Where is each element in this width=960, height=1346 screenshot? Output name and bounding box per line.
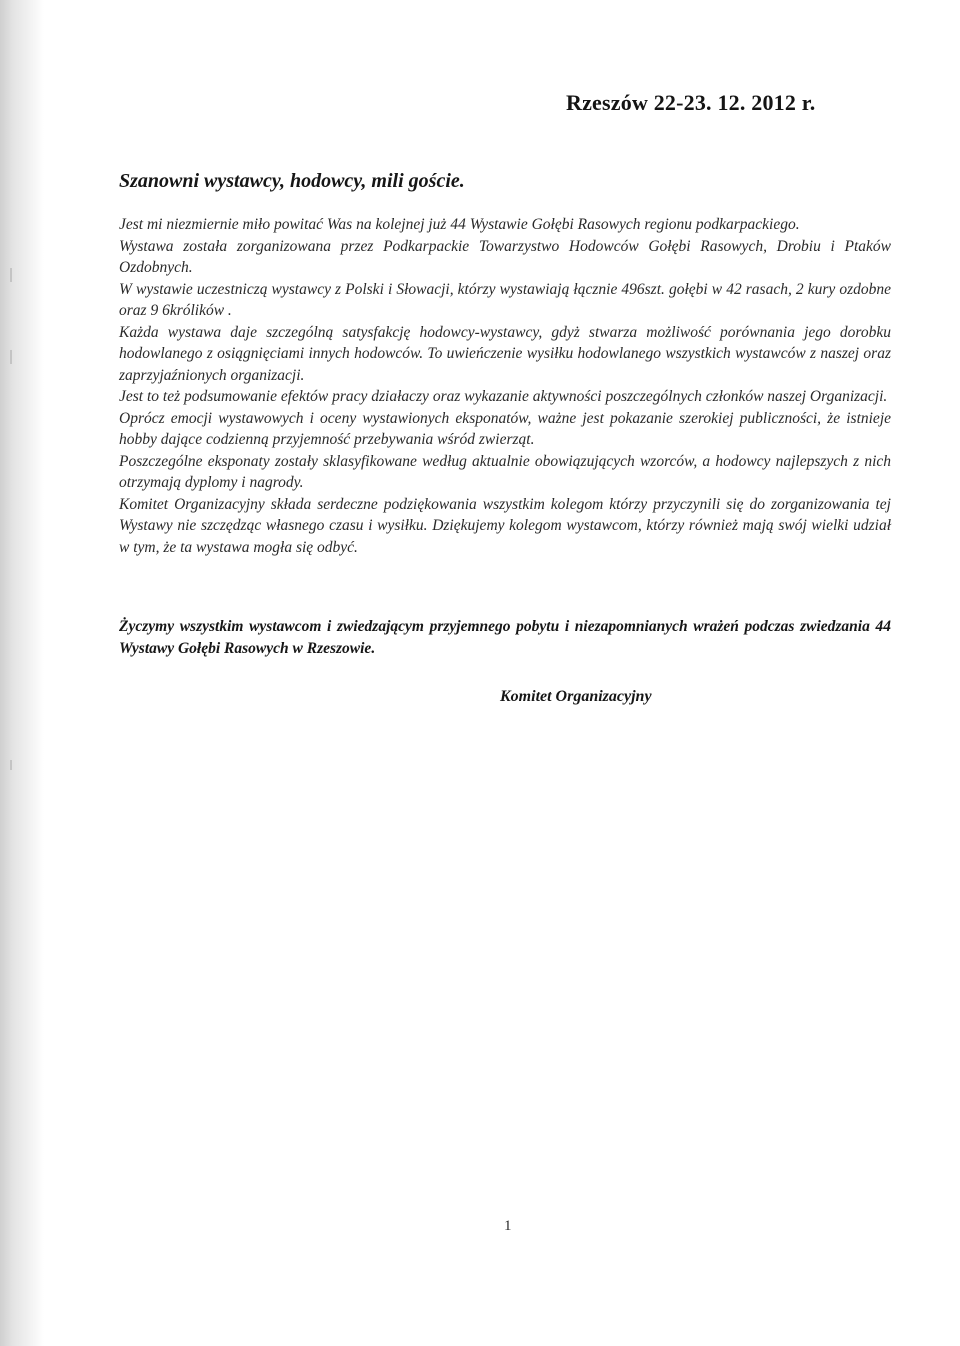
closing-wish: Życzymy wszystkim wystawcom i zwiedzającym przyjemnego pobytu i niezapomnianych wrażeń podczas zwiedzania 44 Wystawy Gołębi Rasowych w Rzeszowie. bbox=[119, 618, 891, 657]
body-paragraph: Każda wystawa daje szczególną satysfakcję hodowcy-wystawcy, gdyż stwarza możliwość porównania jego dorobku hodowlanego z osiągnięciami innych hodowców. To uwieńczenie wysiłku hodowlanego wszystkich wystawców z naszej oraz zaprzyjaźnionych organizacji. bbox=[119, 323, 891, 384]
body-paragraph: Oprócz emocji wystawowych i oceny wystawionych eksponatów, ważne jest pokazanie szerokiej publiczności, że istnieje hobby dające codzienną przyjemność przebywania wśród zwierząt. bbox=[119, 409, 891, 448]
body-paragraph: Wystawa została zorganizowana przez Podkarpackie Towarzystwo Hodowców Gołębi Rasowych, Drobiu i Ptaków Ozdobnych. bbox=[119, 237, 891, 276]
greeting-heading: Szanowni wystawcy, hodowcy, mili goście. bbox=[119, 170, 465, 192]
signature: Komitet Organizacyjny bbox=[500, 688, 652, 705]
body-paragraph: Jest to też podsumowanie efektów pracy działaczy oraz wykazanie aktywności poszczególnych członków naszej Organizacji. bbox=[119, 388, 888, 405]
date-line: Rzeszów 22-23. 12. 2012 r. bbox=[566, 90, 816, 115]
body-paragraph: W wystawie uczestniczą wystawcy z Polski i Słowacji, którzy wystawiają łącznie 496szt. gołębi w 42 rasach, 2 kury ozdobne oraz 9 6królików . bbox=[119, 280, 891, 319]
letter-body bbox=[119, 214, 891, 558]
body-paragraph: Poszczególne eksponaty zostały sklasyfikowane według aktualnie obowiązujących wzorców, a hodowcy najlepszych z nich otrzymają dyplomy i nagrody. bbox=[119, 452, 891, 491]
page-number: 1 bbox=[504, 1218, 512, 1234]
body-paragraph: Komitet Organizacyjny składa serdeczne podziękowania wszystkim kolegom którzy przyczynili się do zorganizowania tej Wystawy nie szczędząc własnego czasu i wysiłku. Dziękujemy kolegom wystawcom, którzy również mają swój wielki udział w tym, że ta wystawa mogła się odbyć. bbox=[119, 495, 891, 556]
body-paragraph: Jest mi niezmiernie miło powitać Was na kolejnej już 44 Wystawie Gołębi Rasowych regionu podkarpackiego. bbox=[119, 216, 800, 233]
